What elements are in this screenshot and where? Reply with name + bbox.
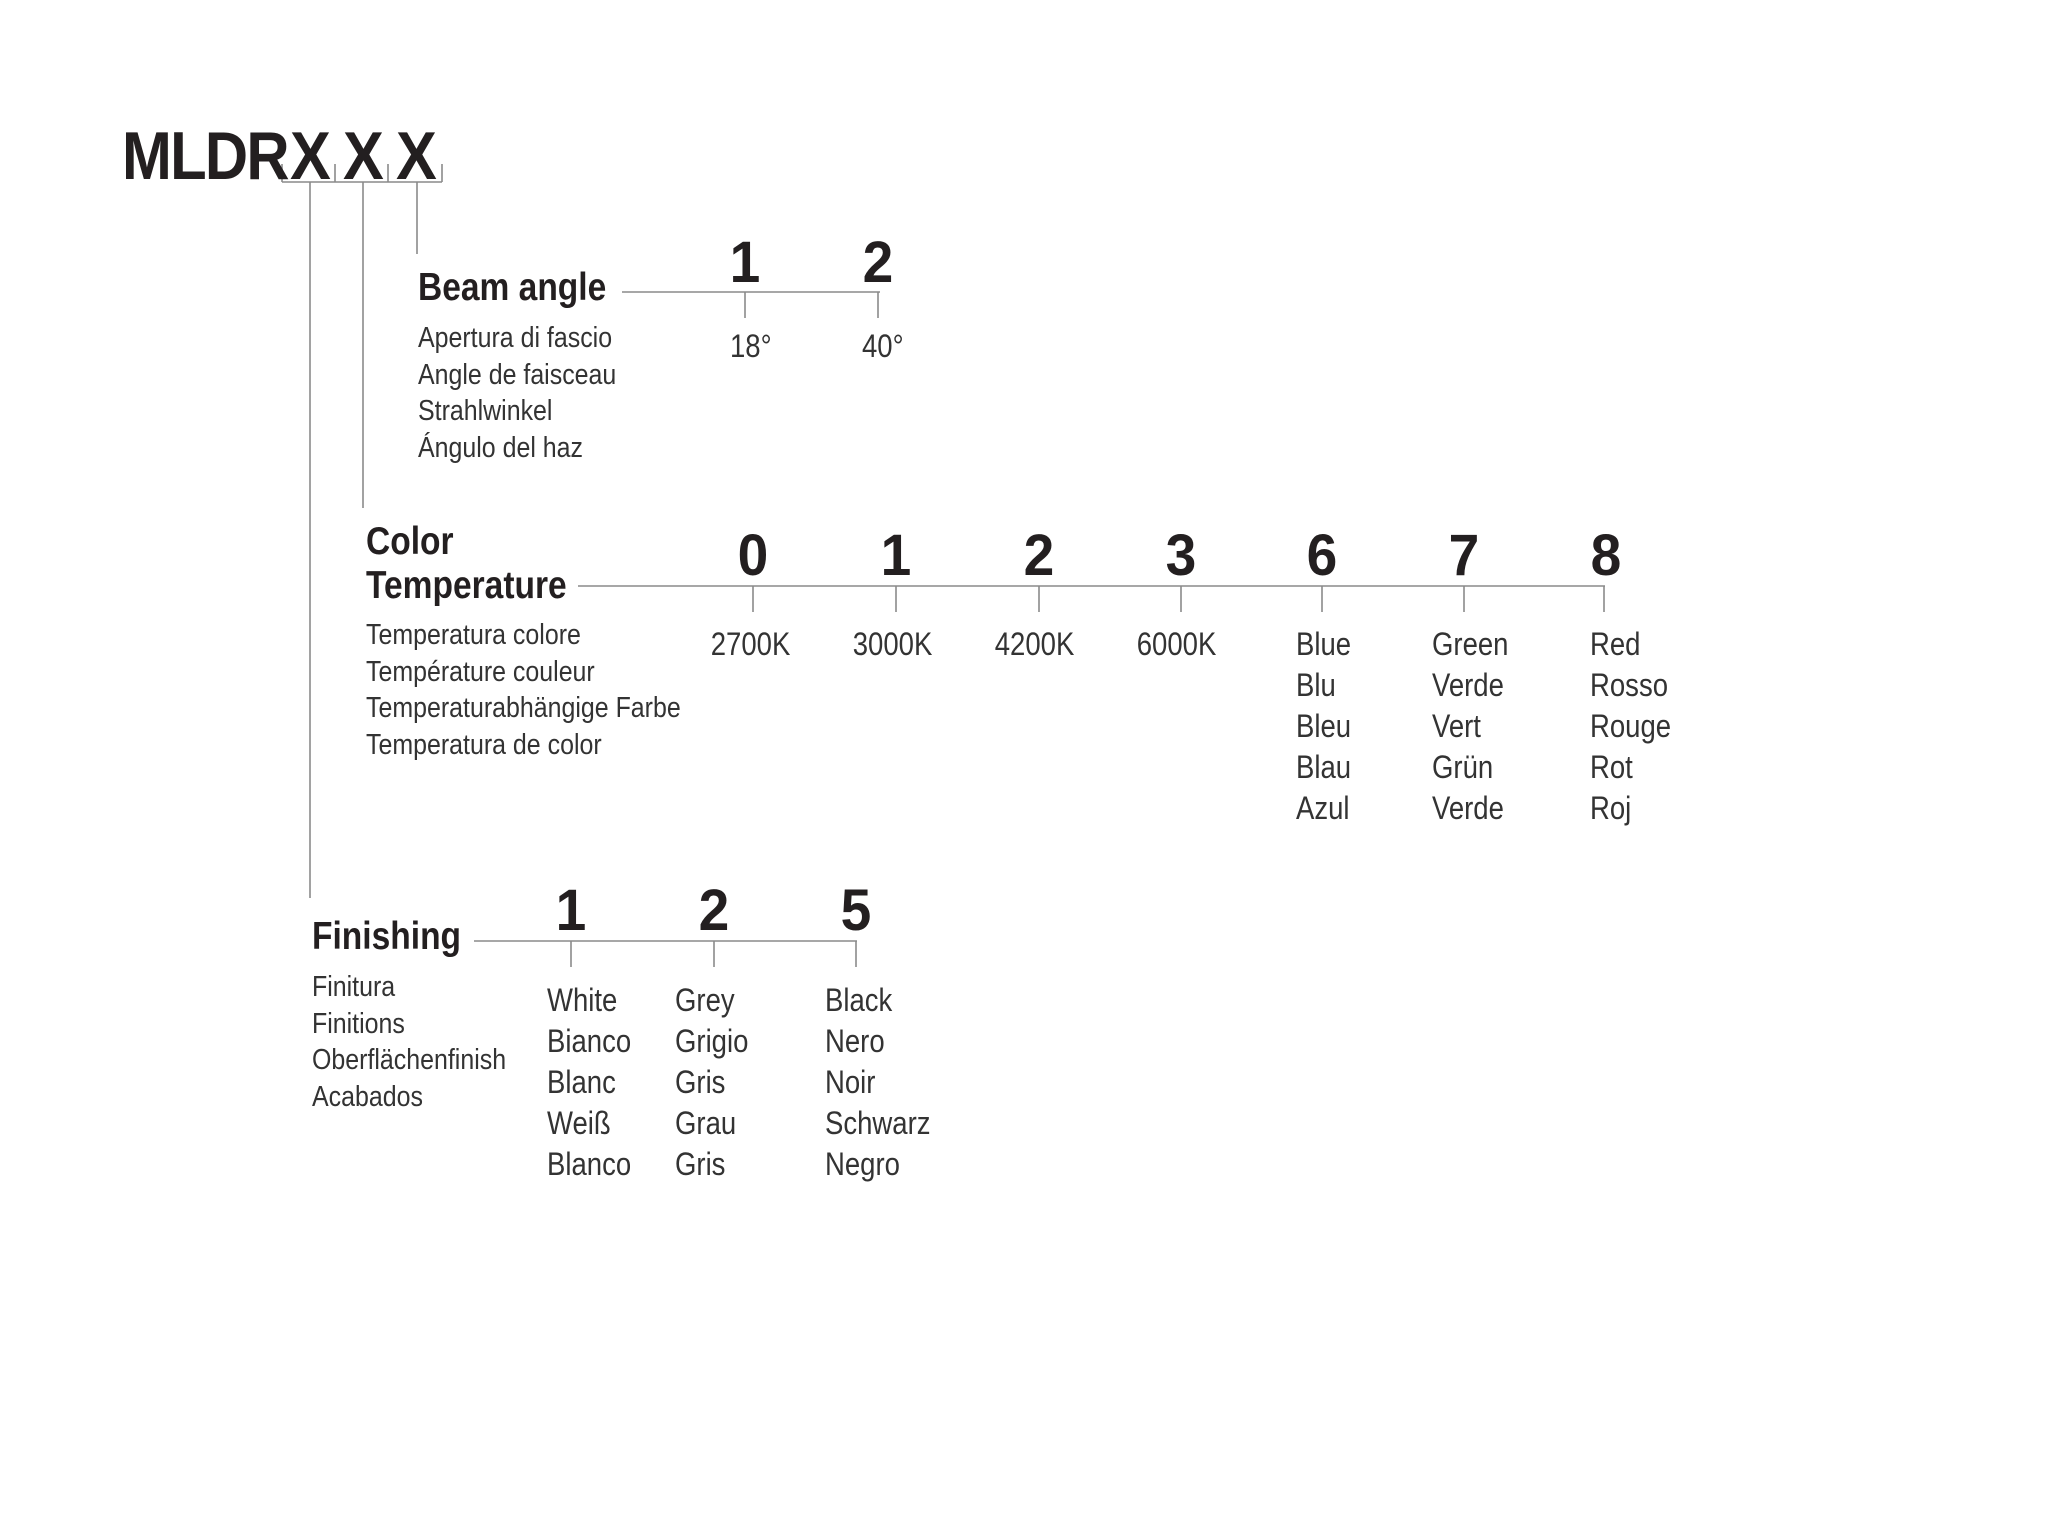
color-temperature-translation: Temperatura de color xyxy=(366,728,602,761)
finish-name: Schwarz xyxy=(825,1105,931,1141)
beam-angle-title: Beam angle xyxy=(418,266,607,309)
finishing-black-list xyxy=(825,980,931,1185)
code-position-beam-angle: X xyxy=(396,118,437,194)
beam-angle-translations xyxy=(418,320,616,466)
color-name: Blau xyxy=(1296,749,1352,785)
finish-name: Grau xyxy=(675,1105,737,1141)
color-name: Azul xyxy=(1296,790,1350,826)
color-temperature-translation: Temperatura colore xyxy=(366,619,581,651)
color-temperature-translation: Température couleur xyxy=(366,655,595,688)
finish-name: Blanco xyxy=(547,1146,632,1182)
color-name: Rot xyxy=(1590,749,1633,785)
color-temperature-code-7: 7 xyxy=(1448,523,1480,588)
finish-name: Weiß xyxy=(547,1105,611,1141)
finish-name: Nero xyxy=(825,1023,885,1059)
finish-name: Black xyxy=(825,982,893,1018)
finishing-translation: Finitura xyxy=(312,971,396,1003)
color-temperature-code-1: 1 xyxy=(880,523,912,588)
finishing-title: Finishing xyxy=(312,915,462,958)
finish-name: Bianco xyxy=(547,1023,632,1059)
beam-angle-value-40: 40° xyxy=(862,328,904,364)
color-name: Bleu xyxy=(1296,708,1352,744)
color-name: Vert xyxy=(1432,708,1481,744)
color-temperature-value-4200k: 4200K xyxy=(994,626,1075,662)
finishing-grey-list xyxy=(675,980,748,1185)
beam-angle-translation: Strahlwinkel xyxy=(418,395,553,427)
color-name: Verde xyxy=(1432,667,1504,703)
beam-angle-translation: Apertura di fascio xyxy=(418,322,613,354)
color-temperature-red-list xyxy=(1590,624,1671,829)
color-temperature-title-line1: Color xyxy=(366,520,454,563)
code-position-finishing: X xyxy=(290,118,331,194)
color-name: Grün xyxy=(1432,749,1494,785)
color-name: Roj xyxy=(1590,790,1632,826)
finishing-code-2: 2 xyxy=(698,878,730,943)
finishing-code-1: 1 xyxy=(555,878,587,943)
color-temperature-green-list xyxy=(1432,624,1508,829)
color-temperature-code-2: 2 xyxy=(1023,523,1055,588)
color-name: Verde xyxy=(1432,790,1504,826)
finishing-translation: Finitions xyxy=(312,1007,405,1040)
beam-angle-translation: Angle de faisceau xyxy=(418,358,617,391)
finish-name: Grigio xyxy=(675,1023,749,1059)
code-position-color-temperature: X xyxy=(343,118,384,194)
beam-angle-code-2: 2 xyxy=(862,230,894,295)
beam-angle-code-1: 1 xyxy=(729,230,761,295)
color-temperature-translations xyxy=(366,617,681,763)
finish-name: Gris xyxy=(675,1064,726,1100)
finishing-white-list xyxy=(547,980,631,1185)
finish-name: Noir xyxy=(825,1064,876,1100)
color-temperature-code-6: 6 xyxy=(1306,523,1338,588)
finishing-translation: Acabados xyxy=(312,1080,423,1113)
color-temperature-translation: Temperaturabhängige Farbe xyxy=(366,692,681,724)
color-temperature-value-3000k: 3000K xyxy=(852,626,933,662)
beam-angle-translation: Ángulo del haz xyxy=(418,431,584,464)
finishing-translations xyxy=(312,969,506,1115)
product-code-prefix: MLDR xyxy=(122,118,288,194)
finish-name: Negro xyxy=(825,1146,900,1182)
color-name: Blu xyxy=(1296,667,1336,703)
color-temperature-value-6000k: 6000K xyxy=(1136,626,1217,662)
color-name: Blue xyxy=(1296,626,1352,662)
finishing-translation: Oberflächenfinish xyxy=(312,1044,507,1076)
color-temperature-code-8: 8 xyxy=(1590,523,1622,588)
color-name: Green xyxy=(1432,626,1509,662)
color-name: Rouge xyxy=(1590,708,1672,744)
color-name: Rosso xyxy=(1590,667,1669,703)
color-temperature-value-2700k: 2700K xyxy=(710,626,791,662)
color-temperature-title-line2: Temperature xyxy=(366,564,567,607)
color-temperature-code-0: 0 xyxy=(737,523,769,588)
finish-name: Gris xyxy=(675,1146,726,1182)
finishing-code-5: 5 xyxy=(840,878,872,943)
color-temperature-blue-list xyxy=(1296,624,1351,829)
finish-name: White xyxy=(547,982,618,1018)
finish-name: Blanc xyxy=(547,1064,616,1100)
finish-name: Grey xyxy=(675,982,735,1018)
beam-angle-value-18: 18° xyxy=(730,328,772,364)
color-name: Red xyxy=(1590,626,1641,662)
color-temperature-code-3: 3 xyxy=(1165,523,1197,588)
